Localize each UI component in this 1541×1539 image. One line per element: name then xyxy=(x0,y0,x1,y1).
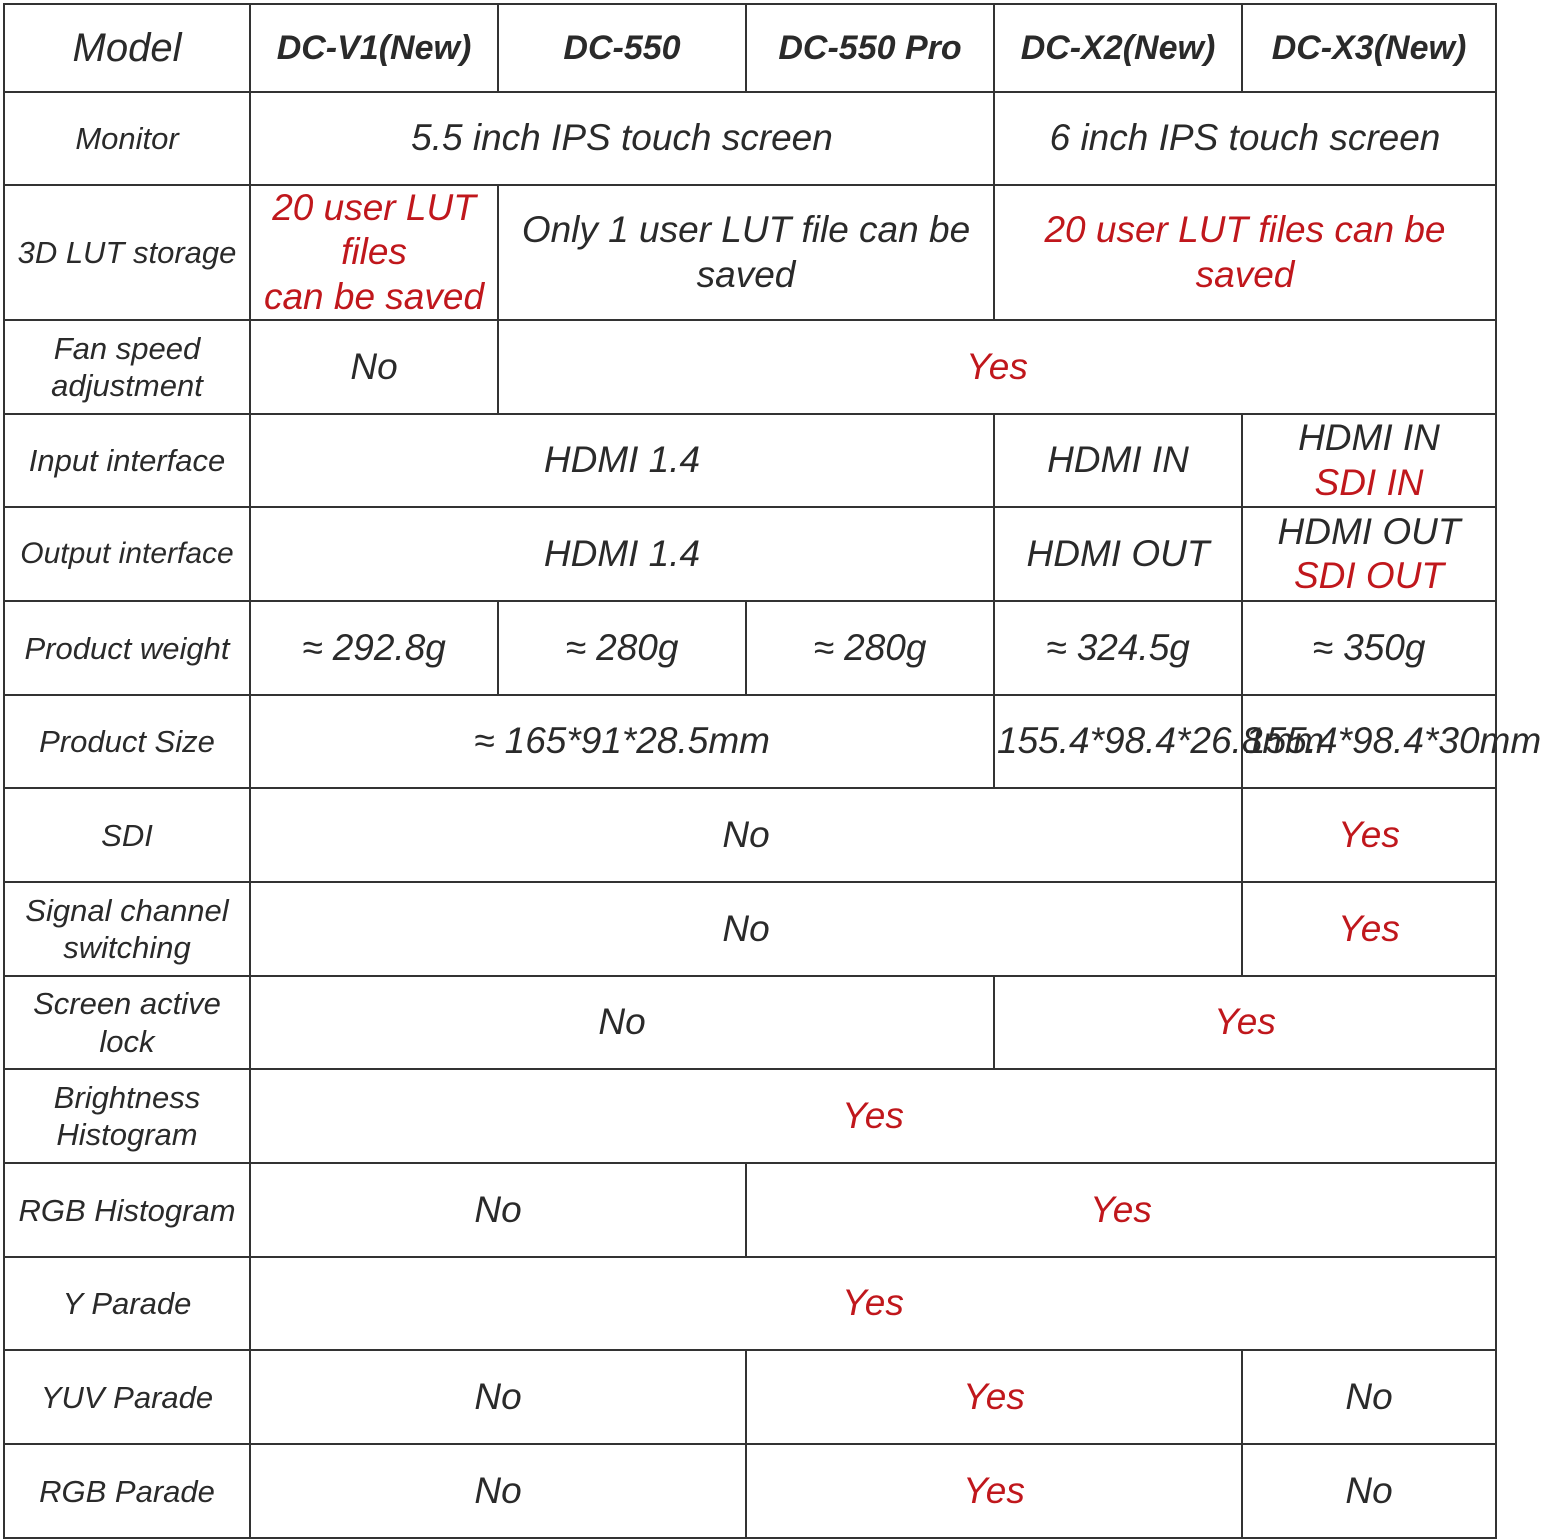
lock-x2-x3: Yes xyxy=(994,976,1496,1069)
fan-label-line2: adjustment xyxy=(51,368,203,404)
rgb-parade-pro-x2: Yes xyxy=(746,1444,1242,1538)
label-screen-lock xyxy=(4,976,250,1069)
fan-others: Yes xyxy=(498,320,1496,414)
size-x2: 155.4*98.4*26.8mm xyxy=(994,695,1242,788)
row-product-size xyxy=(4,695,1496,788)
signal-x3: Yes xyxy=(1242,882,1496,976)
lock-label-line1: Screen active xyxy=(33,986,221,1022)
row-screen-lock xyxy=(4,976,1496,1069)
lut-x2-x3: 20 user LUT files can be saved xyxy=(994,185,1496,320)
label-y-parade: Y Parade xyxy=(4,1257,250,1350)
comparison-table xyxy=(3,3,1541,1539)
weight-x3: ≈ 350g xyxy=(1242,601,1496,695)
rgb-parade-v1-550: No xyxy=(250,1444,746,1538)
row-sdi xyxy=(4,788,1496,882)
brightness-label-line2: Histogram xyxy=(56,1117,198,1153)
lut-v1-line1: 20 user LUT files xyxy=(272,187,476,273)
input-v1-to-pro: HDMI 1.4 xyxy=(250,414,994,507)
label-fan-speed xyxy=(4,320,250,414)
label-rgb-parade: RGB Parade xyxy=(4,1444,250,1538)
label-yuv-parade: YUV Parade xyxy=(4,1350,250,1444)
model-dc-550-pro: DC-550 Pro xyxy=(746,4,994,92)
fan-label-line1: Fan speed xyxy=(53,330,201,366)
row-rgb-parade xyxy=(4,1444,1496,1538)
size-x3: 155.4*98.4*30mm xyxy=(1242,695,1496,788)
weight-550: ≈ 280g xyxy=(498,601,746,695)
sdi-v1-to-x2: No xyxy=(250,788,1242,882)
model-dc-v1: DC-V1(New) xyxy=(250,4,498,92)
row-lut-storage xyxy=(4,185,1496,320)
weight-v1: ≈ 292.8g xyxy=(250,601,498,695)
row-brightness-histogram xyxy=(4,1069,1496,1163)
model-label: Model xyxy=(4,4,250,92)
row-product-weight xyxy=(4,601,1496,695)
input-x2: HDMI IN xyxy=(994,414,1242,507)
row-rgb-histogram xyxy=(4,1163,1496,1257)
output-x3-hdmi: HDMI OUT xyxy=(1277,510,1461,552)
weight-550-pro: ≈ 280g xyxy=(746,601,994,695)
rgb-hist-v1-550: No xyxy=(250,1163,746,1257)
rgb-parade-x3: No xyxy=(1242,1444,1496,1538)
size-v1-to-pro: ≈ 165*91*28.5mm xyxy=(250,695,994,788)
input-x3-sdi: SDI IN xyxy=(1314,461,1424,503)
yuv-parade-pro-x2: Yes xyxy=(746,1350,1242,1444)
row-input-interface xyxy=(4,414,1496,507)
fan-v1: No xyxy=(250,320,498,414)
lock-label-line2: lock xyxy=(99,1023,155,1059)
model-dc-550: DC-550 xyxy=(498,4,746,92)
brightness-label-line1: Brightness xyxy=(53,1079,201,1115)
label-sdi: SDI xyxy=(4,788,250,882)
row-fan-speed xyxy=(4,320,1496,414)
lut-v1-line2: can be saved xyxy=(263,275,485,317)
label-output-interface: Output interface xyxy=(4,507,250,601)
label-product-weight: Product weight xyxy=(4,601,250,695)
signal-label-line1: Signal channel xyxy=(25,892,229,928)
label-input-interface: Input interface xyxy=(4,414,250,507)
lock-v1-to-pro: No xyxy=(250,976,994,1069)
input-x3 xyxy=(1242,414,1496,507)
label-product-size: Product Size xyxy=(4,695,250,788)
label-rgb-histogram: RGB Histogram xyxy=(4,1163,250,1257)
header-row xyxy=(4,4,1496,92)
monitor-x2-x3: 6 inch IPS touch screen xyxy=(994,92,1496,185)
lut-550-pro: Only 1 user LUT file can be saved xyxy=(498,185,994,320)
output-x3 xyxy=(1242,507,1496,601)
label-signal-switching xyxy=(4,882,250,976)
output-v1-to-pro: HDMI 1.4 xyxy=(250,507,994,601)
label-lut-storage: 3D LUT storage xyxy=(4,185,250,320)
y-parade-all: Yes xyxy=(250,1257,1496,1350)
yuv-parade-v1-550: No xyxy=(250,1350,746,1444)
rgb-hist-pro-to-x3: Yes xyxy=(746,1163,1496,1257)
row-signal-switching xyxy=(4,882,1496,976)
input-x3-hdmi: HDMI IN xyxy=(1298,417,1440,459)
row-y-parade xyxy=(4,1257,1496,1350)
row-yuv-parade xyxy=(4,1350,1496,1444)
signal-v1-to-x2: No xyxy=(250,882,1242,976)
model-dc-x3: DC-X3(New) xyxy=(1242,4,1496,92)
output-x3-sdi: SDI OUT xyxy=(1293,555,1445,597)
output-x2: HDMI OUT xyxy=(994,507,1242,601)
label-monitor: Monitor xyxy=(4,92,250,185)
monitor-v1-to-pro: 5.5 inch IPS touch screen xyxy=(250,92,994,185)
brightness-all: Yes xyxy=(250,1069,1496,1163)
row-output-interface xyxy=(4,507,1496,601)
lut-v1 xyxy=(250,185,498,320)
sdi-x3: Yes xyxy=(1242,788,1496,882)
signal-label-line2: switching xyxy=(63,930,191,966)
label-brightness-histogram xyxy=(4,1069,250,1163)
model-dc-x2: DC-X2(New) xyxy=(994,4,1242,92)
row-monitor xyxy=(4,92,1496,185)
weight-x2: ≈ 324.5g xyxy=(994,601,1242,695)
yuv-parade-x3: No xyxy=(1242,1350,1496,1444)
